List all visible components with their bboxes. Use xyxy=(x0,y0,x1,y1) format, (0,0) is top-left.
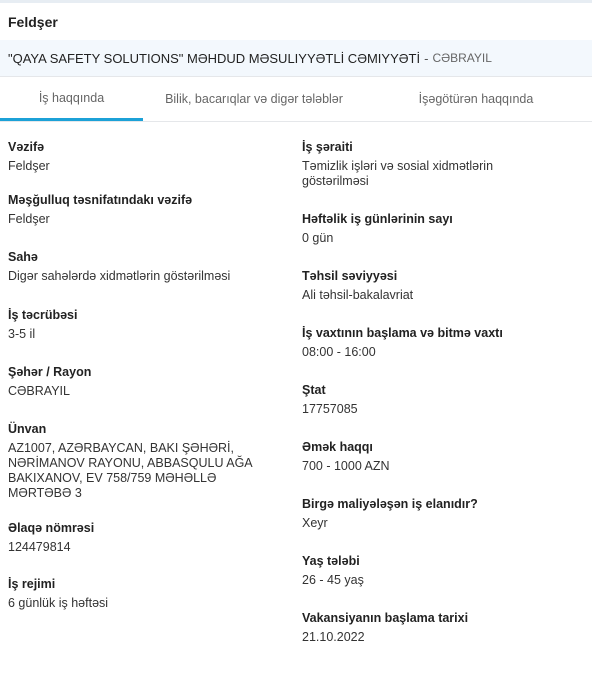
company-name[interactable]: "QAYA SAFETY SOLUTIONS" MƏHDUD MƏSULIYYƏTLİ CƏMIYYƏTİ xyxy=(8,50,421,66)
job-details xyxy=(0,122,592,665)
field-label: Təhsil səviyyəsi xyxy=(302,269,398,283)
field-co-financed xyxy=(302,497,588,531)
field-weekly-work-days xyxy=(302,212,588,246)
field-label: İş vaxtının başlama və bitmə vaxtı xyxy=(302,326,503,340)
field-staff-id xyxy=(302,383,588,417)
field-label: İş rejimi xyxy=(8,577,56,591)
field-position xyxy=(8,140,294,174)
field-label: Vakansiyanın başlama tarixi xyxy=(302,611,469,625)
field-label: İş şəraiti xyxy=(302,140,353,154)
field-work-hours xyxy=(302,326,588,360)
field-label: İş təcrübəsi xyxy=(8,308,78,322)
field-city-district xyxy=(8,365,294,399)
field-value: Feldşer xyxy=(8,159,50,173)
field-value: Xeyr xyxy=(302,516,328,530)
field-value: 0 gün xyxy=(302,231,334,245)
field-label: Əlaqə nömrəsi xyxy=(8,521,95,535)
field-value: Ali təhsil-bakalavriat xyxy=(302,288,414,302)
field-age-requirement xyxy=(302,554,588,588)
details-left-column xyxy=(0,140,294,665)
field-label: Vəzifə xyxy=(8,140,45,154)
field-value: Feldşer xyxy=(8,212,50,226)
field-work-conditions xyxy=(302,140,588,189)
field-label: Məşğulluq təsnifatındakı vəzifə xyxy=(8,193,193,207)
company-city: CƏBRAYIL xyxy=(432,51,492,65)
company-separator: - xyxy=(424,50,429,66)
field-label: Yaş tələbi xyxy=(302,554,360,568)
field-value: CƏBRAYIL xyxy=(8,384,70,398)
field-salary xyxy=(302,440,588,474)
field-classification-position xyxy=(8,193,294,227)
field-value: 21.10.2022 xyxy=(302,630,365,644)
field-label: Ştat xyxy=(302,383,326,397)
field-sector xyxy=(8,250,294,284)
field-value: Təmizlik işləri və sosial xidmətlərin göstərilməsi xyxy=(302,159,494,188)
field-experience xyxy=(8,308,294,342)
field-value: 17757085 xyxy=(302,402,358,416)
company-bar xyxy=(0,40,592,76)
field-label: Şəhər / Rayon xyxy=(8,365,92,379)
field-value: 6 günlük iş həftəsi xyxy=(8,596,109,610)
tab-skills-requirements[interactable]: Bilik, bacarıqlar və digər tələblər xyxy=(165,92,343,106)
tab-job-info[interactable]: İş haqqında xyxy=(0,77,143,121)
field-label: Birgə maliyələşən iş elanıdır? xyxy=(302,497,478,511)
field-work-mode xyxy=(8,577,294,611)
field-label: Ünvan xyxy=(8,422,47,436)
field-label: Sahə xyxy=(8,250,38,264)
field-value: AZ1007, AZƏRBAYCAN, BAKI ŞƏHƏRİ, NƏRİMANOV RAYONU, ABBASQULU AĞA BAKIXANOV, EV 758/759 MƏHƏLLƏ MƏRTƏBƏ 3 xyxy=(8,441,252,500)
field-address xyxy=(8,422,294,501)
tab-bar xyxy=(0,76,592,122)
field-label: Əmək haqqı xyxy=(302,440,373,454)
field-value: 26 - 45 yaş xyxy=(302,573,364,587)
field-contact-number xyxy=(8,521,294,555)
field-value: Digər sahələrdə xidmətlərin göstərilməsi xyxy=(8,269,231,283)
field-value: 124479814 xyxy=(8,540,71,554)
tab-employer-info[interactable]: İşəgötürən haqqında xyxy=(418,92,534,106)
field-education-level xyxy=(302,269,588,303)
details-right-column xyxy=(294,140,588,665)
vacancy-title: Feldşer xyxy=(8,13,58,30)
field-value: 08:00 - 16:00 xyxy=(302,345,376,359)
field-value: 3-5 il xyxy=(8,327,36,341)
field-label: Həftəlik iş günlərinin sayı xyxy=(302,212,453,226)
field-value: 700 - 1000 AZN xyxy=(302,459,390,473)
field-vacancy-start-date xyxy=(302,611,588,645)
